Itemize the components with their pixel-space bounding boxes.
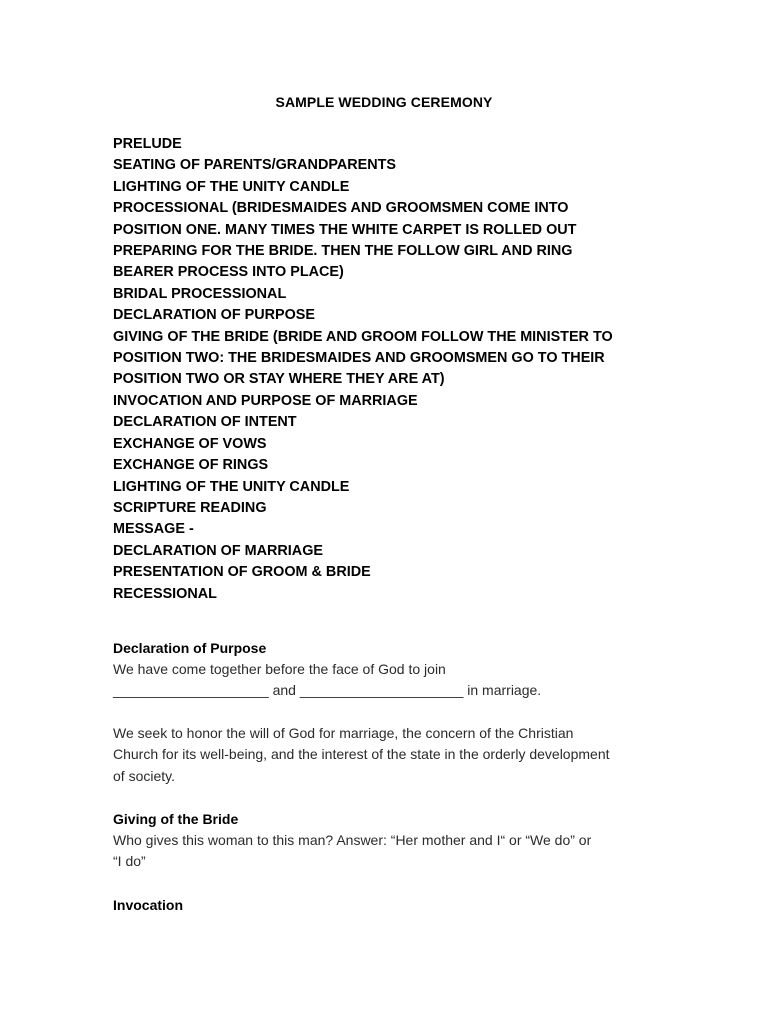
- invocation-section: [113, 895, 658, 916]
- section-heading: Giving of the Bride: [113, 811, 239, 827]
- outline-item: INVOCATION AND PURPOSE OF MARRIAGE: [113, 392, 418, 409]
- outline-item: LIGHTING OF THE UNITY CANDLE: [113, 178, 350, 195]
- section-heading: Declaration of Purpose: [113, 640, 267, 656]
- body-line: Church for its well-being, and the interest of the state in the orderly development: [113, 746, 610, 763]
- outline-item: PRELUDE: [113, 136, 182, 152]
- outline-item: SCRIPTURE READING: [113, 499, 267, 516]
- outline-item: GIVING OF THE BRIDE (BRIDE AND GROOM FOLLOW THE MINISTER TO: [113, 328, 613, 345]
- outline-item: DECLARATION OF MARRIAGE: [113, 542, 323, 559]
- body-line: of society.: [113, 767, 175, 784]
- outline-item: EXCHANGE OF RINGS: [113, 457, 269, 474]
- declaration-of-purpose-section: [113, 638, 658, 787]
- outline-item: POSITION TWO OR STAY WHERE THEY ARE AT): [113, 371, 445, 388]
- ceremony-outline: [113, 134, 653, 605]
- outline-item: SEATING OF PARENTS/GRANDPARENTS: [113, 157, 397, 174]
- outline-item: BRIDAL PROCESSIONAL: [113, 285, 287, 302]
- outline-item: POSITION TWO: THE BRIDESMAIDES AND GROOMSMEN GO TO THEIR: [113, 350, 605, 367]
- outline-item: MESSAGE -: [113, 521, 194, 538]
- outline-item: RECESSIONAL: [113, 585, 217, 602]
- outline-item: PREPARING FOR THE BRIDE. THEN THE FOLLOW GIRL AND RING: [113, 243, 573, 260]
- outline-item: DECLARATION OF PURPOSE: [113, 307, 316, 324]
- body-line: We seek to honor the will of God for marriage, the concern of the Christian: [113, 724, 574, 741]
- document-title: SAMPLE WEDDING CEREMONY: [275, 94, 493, 110]
- body-line: “I do”: [113, 853, 146, 870]
- body-line: We have come together before the face of God to join: [113, 661, 446, 677]
- section-heading: Invocation: [113, 897, 184, 913]
- outline-item: BEARER PROCESS INTO PLACE): [113, 264, 344, 281]
- outline-item: EXCHANGE OF VOWS: [113, 435, 267, 452]
- outline-item: DECLARATION OF INTENT: [113, 414, 297, 431]
- paragraph-spacer: [113, 702, 658, 723]
- outline-item: PRESENTATION OF GROOM & BRIDE: [113, 564, 371, 581]
- outline-item: PROCESSIONAL (BRIDESMAIDES AND GROOMSMEN COME INTO: [113, 200, 569, 217]
- body-line: Who gives this woman to this man? Answer: “Her mother and I“ or “We do” or: [113, 832, 592, 848]
- giving-of-the-bride-section: [113, 809, 658, 873]
- outline-item: POSITION ONE. MANY TIMES THE WHITE CARPET IS ROLLED OUT: [113, 221, 577, 238]
- names-blank-line: ____________________ and _____________________ in marriage.: [113, 682, 542, 699]
- outline-item: LIGHTING OF THE UNITY CANDLE: [113, 478, 350, 495]
